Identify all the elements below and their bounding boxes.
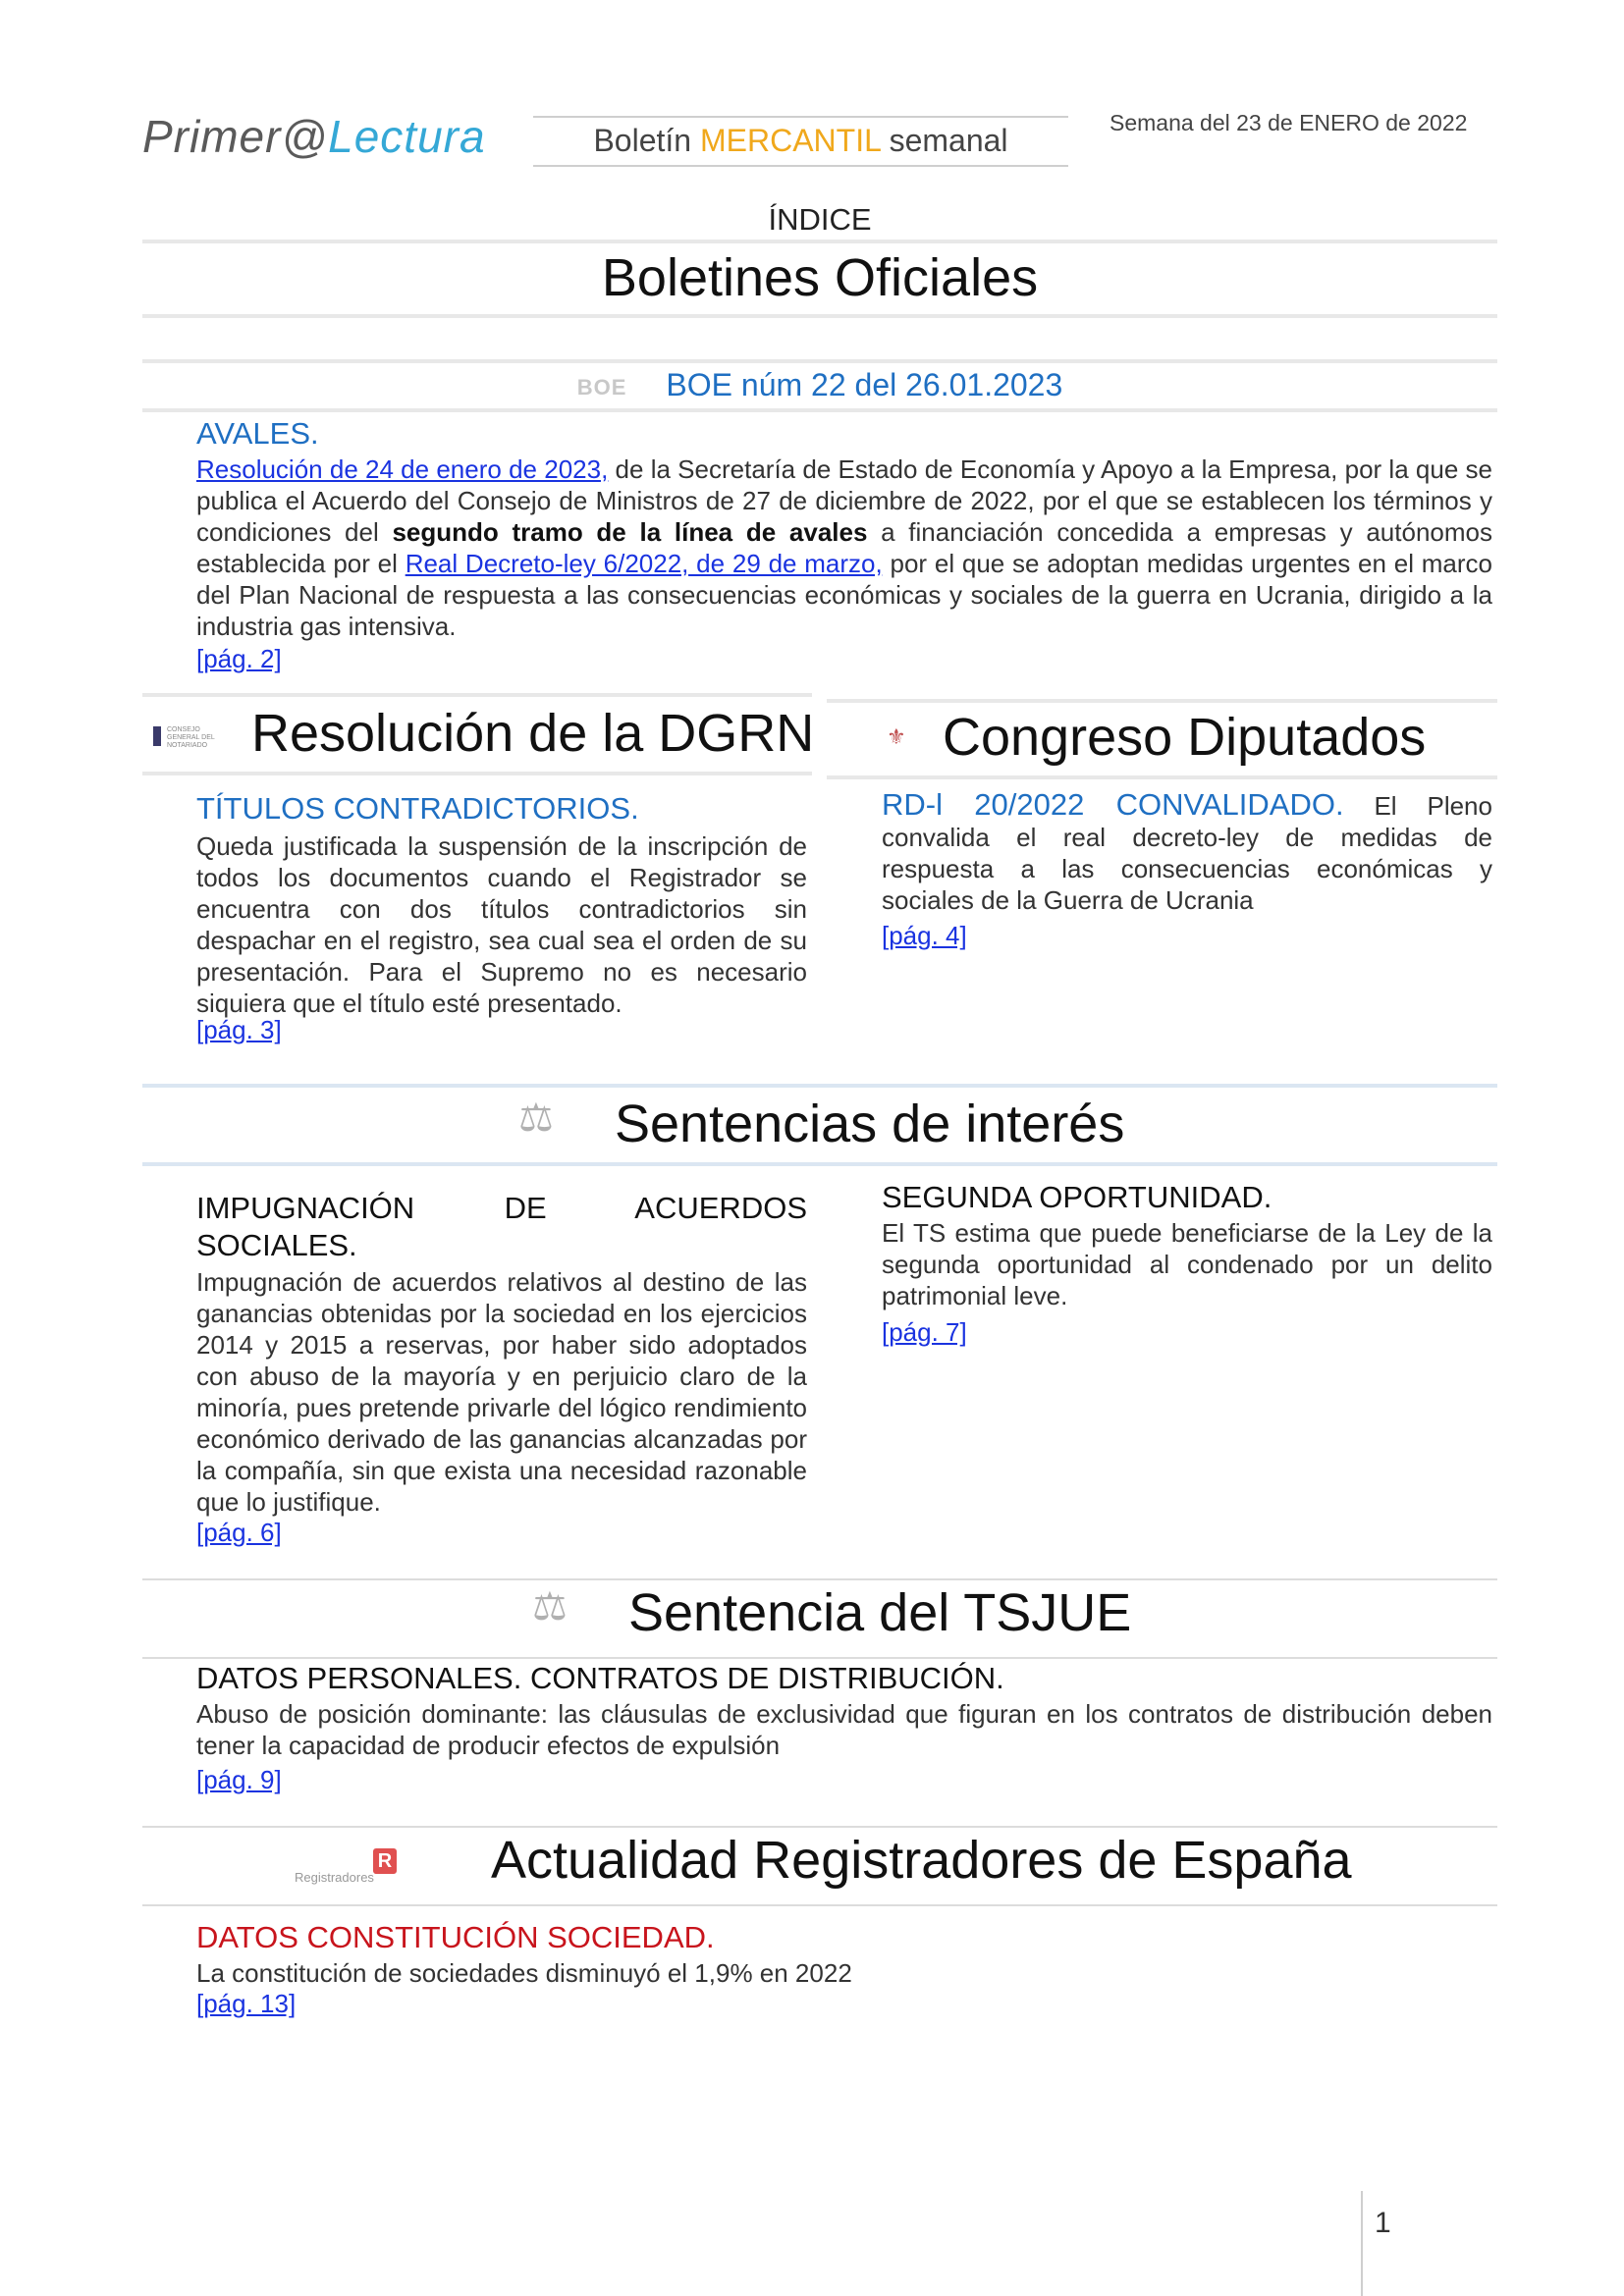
page-number: 1 bbox=[1375, 2207, 1391, 2239]
real-decreto-link[interactable]: Real Decreto-ley 6/2022, de 29 de marzo, bbox=[405, 549, 883, 578]
tsjue-text: Abuso de posición dominante: las cláusulas de exclusividad que figuran en los contratos de distribución deben tener la capacidad de producir efectos de expulsión bbox=[196, 1699, 1492, 1760]
dgrn-page-link[interactable]: [pág. 3] bbox=[196, 1015, 282, 1044]
tsjue-block-title: DATOS PERSONALES. CONTRATOS DE DISTRIBUCIÓN. bbox=[196, 1661, 1004, 1695]
resolucion-link[interactable]: Resolución de 24 de enero de 2023, bbox=[196, 454, 609, 484]
divider bbox=[142, 314, 1497, 318]
divider bbox=[142, 1162, 1497, 1166]
impugnacion-page-link[interactable]: [pág. 6] bbox=[196, 1518, 282, 1547]
registradores-block-title: DATOS CONSTITUCIÓN SOCIEDAD. bbox=[196, 1920, 715, 1954]
section-title-sentencias: Sentencias de interés bbox=[615, 1095, 1125, 1153]
page-number-divider bbox=[1361, 2191, 1363, 2296]
avales-text-1: de la Secretaría de Estado de Economía y Apoyo a la Empresa, por la que se publica el Acuerdo del Consejo de Ministros de 27 de diciembre de 2022, por el que se establecen los términos y condiciones del bbox=[196, 454, 1492, 547]
dgrn-text: Queda justificada la suspensión de la inscripción de todos los documentos cuando el Registrador se encuentra con dos títulos contradictorios sin despachar en el registro, sea cual sea el orden de su presentación. Para el Supremo no es necesario siquiera que el título esté presentado. bbox=[196, 831, 807, 1018]
impugnacion-text: Impugnación de acuerdos relativos al destino de las ganancias obtenidas por la sociedad en los ejercicios 2014 y 2015 a reservas, por haber sido adoptados con abuso de la mayoría y en perjuicio claro de la minoría, pues pretende privarle del lógico rendimiento económico derivado de las ganancias alcanzadas por la compañía, sin que exista una necesidad razonable que lo justifique. bbox=[196, 1267, 807, 1517]
avales-bold: segundo tramo de la línea de avales bbox=[392, 517, 868, 547]
divider bbox=[142, 1657, 1497, 1659]
divider bbox=[142, 1578, 1497, 1580]
divider bbox=[142, 240, 1497, 243]
congreso-body: El Pleno convalida el real decreto-ley de medidas de respuesta a las consecuencias económicas y sociales de la Guerra de Ucrania bbox=[882, 791, 1492, 915]
segunda-oportunidad-text: El TS estima que puede beneficiarse de la Ley de la segunda oportunidad al condenado por un delito patrimonial leve. bbox=[882, 1218, 1492, 1310]
section-title-registradores: Actualidad Registradores de España bbox=[491, 1831, 1352, 1890]
impugnacion-title: IMPUGNACIÓN DE ACUERDOS SOCIALES. bbox=[196, 1191, 807, 1262]
logo-part1: Primer@ bbox=[142, 111, 329, 162]
scale-icon: ⚖ bbox=[518, 1096, 554, 1140]
divider bbox=[142, 772, 812, 775]
dgrn-block-title: TÍTULOS CONTRADICTORIOS. bbox=[196, 791, 639, 826]
divider bbox=[142, 1084, 1497, 1088]
congreso-page-link[interactable]: [pág. 4] bbox=[882, 921, 967, 950]
notariado-logo-text: CONSEJO GENERAL DEL NOTARIADO bbox=[167, 726, 215, 749]
boe-logo-icon: BOE bbox=[576, 374, 627, 400]
registradores-logo-icon bbox=[295, 1848, 403, 1888]
avales-page-link[interactable]: [pág. 2] bbox=[196, 644, 282, 673]
avales-text bbox=[196, 454, 1492, 642]
divider bbox=[142, 693, 812, 697]
registradores-logo-text: Registradores bbox=[295, 1870, 374, 1885]
registradores-logo-letter: R bbox=[373, 1848, 397, 1874]
divider bbox=[827, 699, 1497, 703]
avales-text-2: a financiación concedida a empresas y autónomos establecida por el bbox=[196, 517, 1492, 578]
divider bbox=[827, 775, 1497, 779]
segunda-oportunidad-page-link[interactable]: [pág. 7] bbox=[882, 1317, 967, 1347]
congreso-block-title: RD-l 20/2022 CONVALIDADO. bbox=[882, 787, 1344, 822]
bulletin-pre: Boletín bbox=[593, 123, 700, 158]
divider bbox=[142, 1826, 1497, 1828]
avales-text-3: por el que se adoptan medidas urgentes en el marco del Plan Nacional de respuesta a las consecuencias económicas y sociales de la guerra en Ucrania, dirigido a la industria gas intensiva. bbox=[196, 549, 1492, 641]
registradores-text: La constitución de sociedades disminuyó el 1,9% en 2022 bbox=[196, 1958, 852, 1988]
index-label: ÍNDICE bbox=[768, 202, 872, 237]
avales-title: AVALES. bbox=[196, 416, 319, 451]
bulletin-label bbox=[533, 116, 1068, 167]
section-title-dgrn: Resolución de la DGRN bbox=[251, 704, 815, 763]
brand-logo bbox=[142, 110, 486, 163]
congreso-text bbox=[882, 789, 1492, 916]
tsjue-page-link[interactable]: [pág. 9] bbox=[196, 1765, 282, 1794]
section-title-congreso: Congreso Diputados bbox=[943, 708, 1427, 767]
bulletin-accent: MERCANTIL bbox=[699, 123, 881, 158]
notariado-logo-icon bbox=[153, 724, 226, 748]
week-label: Semana del 23 de ENERO de 2022 bbox=[1110, 110, 1468, 135]
section-title-tsjue: Sentencia del TSJUE bbox=[628, 1583, 1132, 1642]
section-title-boletines: Boletines Oficiales bbox=[601, 248, 1039, 307]
boe-issue bbox=[142, 367, 1497, 403]
boe-issue-text: BOE núm 22 del 26.01.2023 bbox=[666, 367, 1063, 402]
segunda-oportunidad-title: SEGUNDA OPORTUNIDAD. bbox=[882, 1180, 1272, 1214]
logo-part2: Lectura bbox=[328, 111, 486, 162]
registradores-page-link[interactable]: [pág. 13] bbox=[196, 1989, 297, 2018]
bulletin-post: semanal bbox=[880, 123, 1008, 158]
divider bbox=[142, 359, 1497, 363]
divider bbox=[142, 1904, 1497, 1906]
divider bbox=[142, 408, 1497, 412]
congreso-crest-icon: ⚜ bbox=[887, 724, 906, 749]
scale-icon: ⚖ bbox=[532, 1585, 568, 1629]
